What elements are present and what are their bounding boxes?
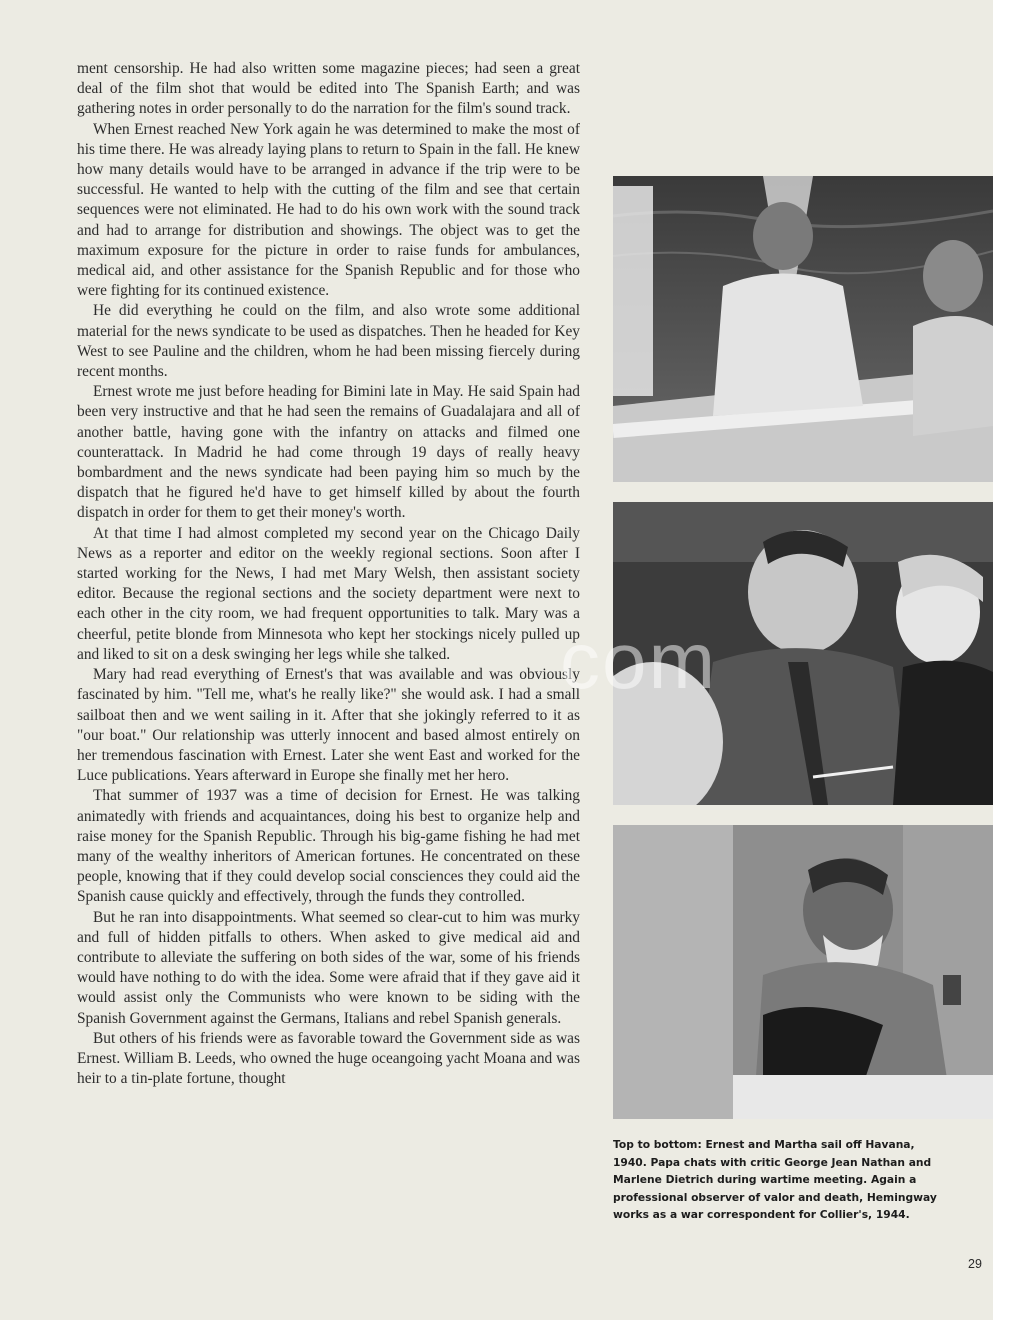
paragraph-4: Ernest wrote me just before heading for Bimini late in May. He said Spain had been very instructive and that he had seen the remains of Guadalajara and all of another battle, having gone with the infantry on attacks and filmed one counterattack. In Madrid he had come through 19 days of really heavy bombardment and the news syndicate had been paying him so much by the dispatch that he figured he'd have to get himself killed by about the fourth dispatch in order for them to get their money's worth.: [77, 383, 580, 522]
article-text-column: [77, 59, 580, 1089]
paragraph-5: At that time I had almost completed my second year on the Chicago Daily News as a reporter and editor on the weekly regional sections. Soon after I started working for the News, I had met Mary Welsh, then assistant society editor. Because the regional sections and the society department were next to each other in the city room, we had frequent opportunities to talk. Mary was a cheerful, petite blonde from Minnesota who kept her stockings nicely pulled up and liked to sit on a desk swinging her legs while she talked.: [77, 524, 580, 663]
page-number: 29: [968, 1257, 982, 1271]
photo-sailing-havana: [613, 176, 993, 482]
paragraph-2: When Ernest reached New York again he was determined to make the most of his time there. He was already laying plans to return to Spain in the fall. He knew how many details would have to be arranged in advance if the trip were to be successful. He wanted to help with the cutting of the film and see that certain sequences were not eliminated. He had to do his own work with the sound track and had to arrange for distribution and showings. The object was to get the maximum exposure for the picture in order to raise funds for ambulances, medical aid, and other assistance for the Spanish Republic and for those who were fighting for its continued existence.: [77, 120, 580, 300]
paragraph-6: Mary had read everything of Ernest's that was available and was obviously fascinated by him. "Tell me, what's he really like?" she would ask. I had a small sailboat then and we went sailing in it. After that she jokingly referred to it as "our boat." Our relationship was utterly innocent and based almost entirely on her tremendous fascination with Ernest. Later she went East and worked for the Luce publications. Years afterward in Europe she finally met her hero.: [77, 666, 580, 785]
paragraph-7: That summer of 1937 was a time of decision for Ernest. He was talking animatedly with friends and acquaintances, doing his best to organize help and raise money for the Spanish Republic. Through his big-game fishing he had met many of the wealthy inheritors of American fortunes. He concentrated on these people, knowing that if they could develop social consciences they could aid the Spanish cause quickly and effectively, through the funds they controlled.: [77, 787, 580, 906]
photo-war-correspondent: [613, 825, 993, 1119]
photo-caption: Top to bottom: Ernest and Martha sail off Havana, 1940. Papa chats with critic George Jean Nathan and Marlene Dietrich during wartime meeting. Again a professional observer of valor and death, Hemingway works as a war correspondent for Collier's, 1944.: [613, 1138, 937, 1222]
paragraph-8: But he ran into disappointments. What seemed so clear-cut to him was murky and full of hidden pitfalls to others. When asked to give medical aid and contribute to alleviate the suffering on both sides of the war, some of his friends would have nothing to do with the idea. Some were afraid that if they gave aid it would assist only the Communists who were known to be siding with the Spanish Government against the Germans, Italians and rebel Spanish generals.: [77, 908, 580, 1027]
watermark: com: [560, 616, 718, 705]
paragraph-9: But others of his friends were as favorable toward the Government side as was Ernest. William B. Leeds, who owned the huge oceangoing yacht Moana and was heir to a tin-plate fortune, thought: [77, 1029, 581, 1088]
paragraph-1: ment censorship. He had also written some magazine pieces; had seen a great deal of the film shot that would be edited into The Spanish Earth; and was gathering notes in order personally to do the narration for the film's sound track.: [77, 60, 580, 118]
paragraph-3: He did everything he could on the film, and also wrote some additional material for the news syndicate to be used as dispatches. Then he headed for Key West to see Pauline and the children, whom he had been missing fiercely during recent months.: [77, 302, 580, 381]
